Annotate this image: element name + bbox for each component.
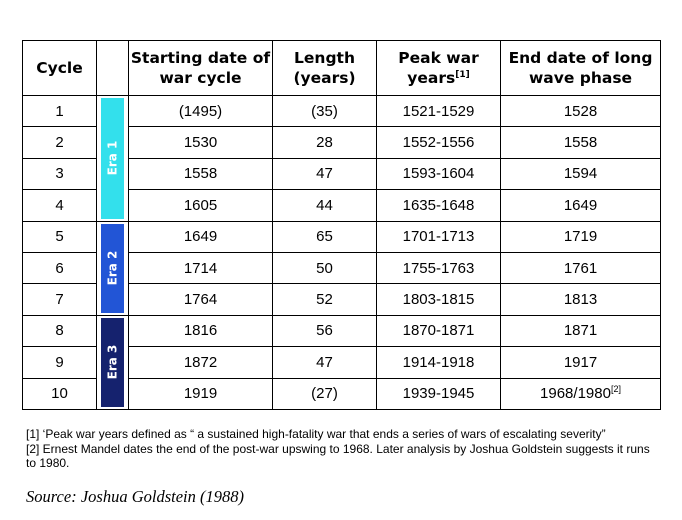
era-cell <box>97 96 129 222</box>
cell-start-date: 1605 <box>129 190 273 221</box>
cell-cycle: 5 <box>23 221 97 252</box>
header-peak-ref: [1] <box>455 69 470 80</box>
table-row <box>23 96 661 127</box>
era-label: Era 1 <box>105 140 120 176</box>
header-peak-text: Peak war years <box>398 49 479 87</box>
cell-peak-years: 1701-1713 <box>377 221 501 252</box>
cell-start-date: 1816 <box>129 315 273 346</box>
cell-length: (27) <box>273 378 377 409</box>
cell-cycle: 7 <box>23 284 97 315</box>
end-date-value: 1558 <box>563 134 598 152</box>
source-citation: Source: Joshua Goldstein (1988) <box>26 487 244 506</box>
cell-length: 52 <box>273 284 377 315</box>
cell-peak-years: 1593-1604 <box>377 158 501 189</box>
end-date-value: 1917 <box>563 353 598 371</box>
table-row <box>23 221 661 252</box>
era-cell <box>97 221 129 315</box>
cell-start-date: (1495) <box>129 96 273 127</box>
end-date-value: 1761 <box>563 259 598 277</box>
header-peak-war-years <box>377 41 501 96</box>
end-date-value: 1528 <box>563 102 598 120</box>
table-row <box>23 315 661 346</box>
cell-end-date <box>501 315 661 346</box>
footnote-1: [1] ‘Peak war years defined as “ a sustained high-fatality war that ends a series of wars of escalating severity” <box>26 427 606 441</box>
era-cell <box>97 315 129 409</box>
cell-end-date <box>501 347 661 378</box>
cell-cycle: 1 <box>23 96 97 127</box>
cell-length: 47 <box>273 158 377 189</box>
cell-end-date <box>501 252 661 283</box>
cell-start-date: 1530 <box>129 127 273 158</box>
era-label: Era 3 <box>105 344 120 380</box>
cell-cycle: 4 <box>23 190 97 221</box>
cell-cycle: 3 <box>23 158 97 189</box>
cell-start-date: 1649 <box>129 221 273 252</box>
cell-peak-years: 1521-1529 <box>377 96 501 127</box>
cell-end-date <box>501 221 661 252</box>
end-date-ref: [2] <box>610 384 621 395</box>
cell-start-date: 1764 <box>129 284 273 315</box>
footnote-2: [2] Ernest Mandel dates the end of the post-war upswing to 1968. Later analysis by Joshua Goldstein suggests it runs to 1980. <box>26 441 650 470</box>
end-date-value: 1594 <box>563 165 598 183</box>
header-length: Length (years) <box>273 41 377 96</box>
cell-end-date <box>501 284 661 315</box>
cell-peak-years: 1755-1763 <box>377 252 501 283</box>
footnotes <box>26 427 656 471</box>
end-date-value: 1813 <box>563 291 598 309</box>
end-date-value: 1649 <box>563 196 598 214</box>
cell-cycle: 9 <box>23 347 97 378</box>
cell-start-date: 1919 <box>129 378 273 409</box>
cell-peak-years: 1803-1815 <box>377 284 501 315</box>
cell-end-date <box>501 158 661 189</box>
end-date-value: 1968/1980 <box>540 385 611 403</box>
end-date-value: 1871 <box>563 322 598 340</box>
cell-peak-years: 1914-1918 <box>377 347 501 378</box>
cell-cycle: 8 <box>23 315 97 346</box>
cell-peak-years: 1635-1648 <box>377 190 501 221</box>
cell-length: 44 <box>273 190 377 221</box>
cell-cycle: 6 <box>23 252 97 283</box>
cell-peak-years: 1939-1945 <box>377 378 501 409</box>
cell-start-date: 1558 <box>129 158 273 189</box>
cell-end-date <box>501 378 661 409</box>
cell-end-date <box>501 96 661 127</box>
cell-cycle: 10 <box>23 378 97 409</box>
cell-peak-years: 1870-1871 <box>377 315 501 346</box>
header-end-date: End date of long wave phase <box>501 41 661 96</box>
cell-peak-years: 1552-1556 <box>377 127 501 158</box>
era-bar <box>101 318 124 407</box>
cell-end-date <box>501 190 661 221</box>
war-cycles-table <box>22 40 661 410</box>
cell-end-date <box>501 127 661 158</box>
cell-start-date: 1714 <box>129 252 273 283</box>
cell-length: 47 <box>273 347 377 378</box>
era-bar <box>101 98 124 219</box>
cell-length: 65 <box>273 221 377 252</box>
era-label: Era 2 <box>105 250 120 286</box>
cell-length: (35) <box>273 96 377 127</box>
cell-length: 28 <box>273 127 377 158</box>
cell-length: 56 <box>273 315 377 346</box>
cell-start-date: 1872 <box>129 347 273 378</box>
end-date-value: 1719 <box>563 228 598 246</box>
cell-length: 50 <box>273 252 377 283</box>
table-body <box>23 96 661 410</box>
header-starting-date: Starting date of war cycle <box>129 41 273 96</box>
header-cycle: Cycle <box>23 41 97 96</box>
header-era <box>97 41 129 96</box>
era-bar <box>101 224 124 313</box>
cell-cycle: 2 <box>23 127 97 158</box>
header-row <box>23 41 661 96</box>
